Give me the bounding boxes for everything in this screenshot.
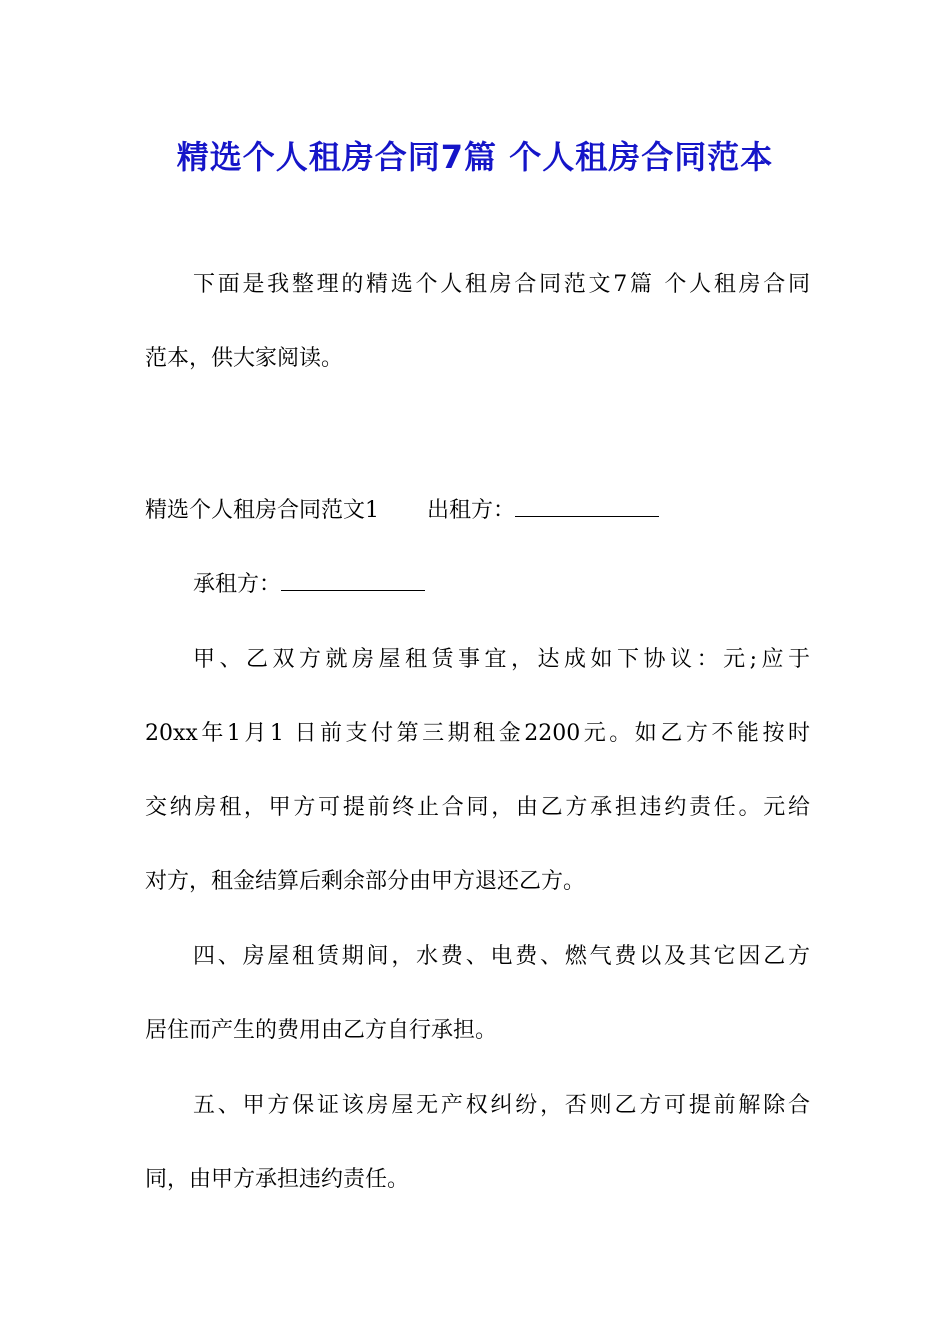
paragraph-3-line-1: 五、甲方保证该房屋无产权纠纷，否则乙方可提前解除合 (193, 1093, 810, 1118)
section-heading: 精选个人租房合同范文1 (145, 498, 379, 523)
paragraph-1-line-1: 甲、乙双方就房屋租赁事宜，达成如下协议：元;应于 (193, 647, 810, 672)
paragraph-1-line-2: 20xx年1月1 日前支付第三期租金2200元。如乙方不能按时 (145, 721, 810, 746)
paragraph-2-line-2: 居住而产生的费用由乙方自行承担。 (145, 1018, 498, 1043)
paragraph-1-line-3: 交纳房租，甲方可提前终止合同，由乙方承担违约责任。元给 (145, 795, 810, 820)
intro-line-1: 下面是我整理的精选个人租房合同范文7篇 个人租房合同 (193, 272, 810, 297)
intro-line-2: 范本，供大家阅读。 (145, 346, 344, 371)
paragraph-3-line-2: 同，由甲方承担违约责任。 (145, 1167, 410, 1192)
document-title: 精选个人租房合同7篇 个人租房合同范本 (176, 138, 774, 176)
paragraph-2-line-1: 四、房屋租赁期间，水费、电费、燃气费以及其它因乙方 (193, 944, 810, 969)
lessor-blank[interactable] (515, 496, 659, 517)
lessee-blank[interactable] (281, 570, 425, 591)
lessee-row (193, 570, 810, 600)
lessee-label: 承租方： (193, 572, 282, 597)
lessor-label: 出租方： (427, 498, 516, 523)
paragraph-1-line-4: 对方，租金结算后剩余部分由甲方退还乙方。 (145, 869, 586, 894)
section-heading-row (145, 496, 810, 526)
